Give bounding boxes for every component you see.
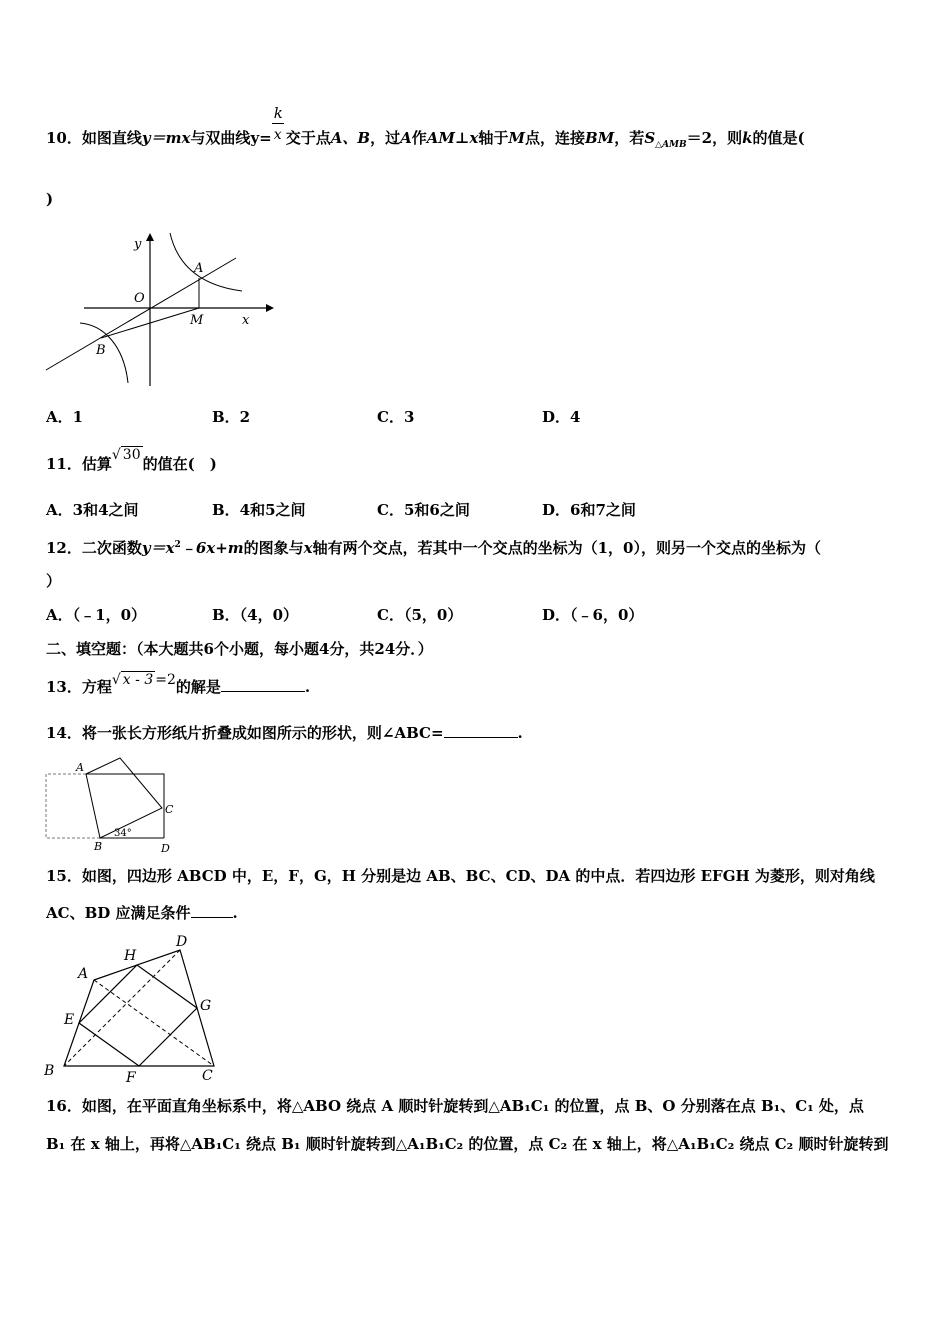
q10-option-a[interactable]: A．1	[46, 408, 84, 426]
q15-label-c: C	[202, 1068, 213, 1082]
q11-option-b[interactable]: B．4和5之间	[212, 501, 306, 519]
q14-stem: 14．将一张长方形纸片折叠成如图所示的形状，则∠ABC= .	[46, 724, 523, 742]
q15-label-g: G	[200, 998, 212, 1014]
q12-option-d[interactable]: D．（﹣6，0）	[542, 606, 644, 624]
q11-stem: 11．估算√ 30 的值在( )	[46, 447, 217, 473]
q15-stem-line2: AC、BD 应满足条件 .	[46, 904, 238, 922]
q14-answer-blank[interactable]	[444, 737, 518, 738]
q13-answer-blank[interactable]	[221, 691, 305, 692]
q15-label-f: F	[126, 1070, 136, 1082]
q10-option-d[interactable]: D．4	[542, 408, 581, 426]
fig-label-o: O	[134, 291, 145, 306]
q15-quadrilateral-figure	[44, 934, 224, 1082]
q10-option-c[interactable]: C．3	[377, 408, 415, 426]
q15-label-h: H	[124, 948, 137, 964]
k-over-x-fraction: $\frac{k}{x}$	[273, 104, 283, 143]
q14-angle-label: 34°	[114, 828, 132, 839]
q11-option-d[interactable]: D．6和7之间	[542, 501, 636, 519]
q10-close-paren: )	[46, 190, 54, 208]
q15-label-d: D	[176, 934, 188, 950]
q12-stem: 12．二次函数$y=x^2﹣6x+m$的图象与x轴有两个交点，若其中一个交点的坐标为（1，0），则另一个交点的坐标为（	[46, 539, 821, 557]
fig-label-b: B	[96, 343, 106, 358]
sqrt-30: √ 30	[111, 447, 141, 463]
q15-label-e: E	[64, 1012, 75, 1028]
q15-label-b: B	[44, 1063, 55, 1079]
q15-stem-line1: 15．如图，四边形 ABCD 中，E，F，G，H 分别是边 AB、BC、CD、DA 的中点．若四边形 EFGH 为菱形，则对角线	[46, 867, 875, 885]
q11-option-a[interactable]: A．3和4之间	[46, 501, 139, 519]
fig-label-y: y	[134, 237, 142, 252]
q14-label-b: B	[94, 840, 103, 853]
q14-label-a: A	[76, 761, 84, 774]
fig-label-x: x	[242, 313, 250, 328]
q14-label-c: C	[165, 803, 174, 816]
q10-stem: 10．如图直线y＝mx与双曲线y= $\frac{k}{x}$ 交于点A、B，过A作AM⊥x轴于M点，连接BM，若$S_{\triangle AMB}=2$，则k的值是(	[46, 104, 805, 150]
q12-option-b[interactable]: B．（4，0）	[212, 606, 299, 624]
q11-option-c[interactable]: C．5和6之间	[377, 501, 470, 519]
q10-hyperbola-figure	[44, 228, 279, 388]
q12-option-c[interactable]: C．（5，0）	[377, 606, 463, 624]
q14-folded-paper-figure	[44, 756, 184, 854]
q15-answer-blank[interactable]	[191, 917, 233, 918]
q16-stem-line2: B₁ 在 x 轴上，再将△AB₁C₁ 绕点 B₁ 顺时针旋转到△A₁B₁C₂ 的位置，点 C₂ 在 x 轴上，将△A₁B₁C₂ 绕点 C₂ 顺时针旋转到	[46, 1135, 889, 1153]
q13-stem: 13．方程√ x - 3 =2的解是 .	[46, 672, 311, 696]
section-2-heading: 二、填空题：（本大题共6个小题，每小题4分，共24分．）	[46, 640, 433, 658]
q16-stem-line1: 16．如图，在平面直角坐标系中，将△ABO 绕点 A 顺时针旋转到△AB₁C₁ 的位置，点 B、O 分别落在点 B₁、C₁ 处，点	[46, 1097, 864, 1115]
q10-option-b[interactable]: B．2	[212, 408, 251, 426]
sqrt-x-minus-3: √ x - 3	[111, 672, 154, 688]
fig-label-m: M	[190, 313, 204, 328]
q14-label-d: D	[161, 842, 170, 854]
q12-option-a[interactable]: A．（﹣1，0）	[46, 606, 147, 624]
fig-label-a: A	[194, 261, 204, 276]
q12-close-paren: ）	[46, 572, 62, 590]
q15-label-a: A	[78, 966, 89, 982]
